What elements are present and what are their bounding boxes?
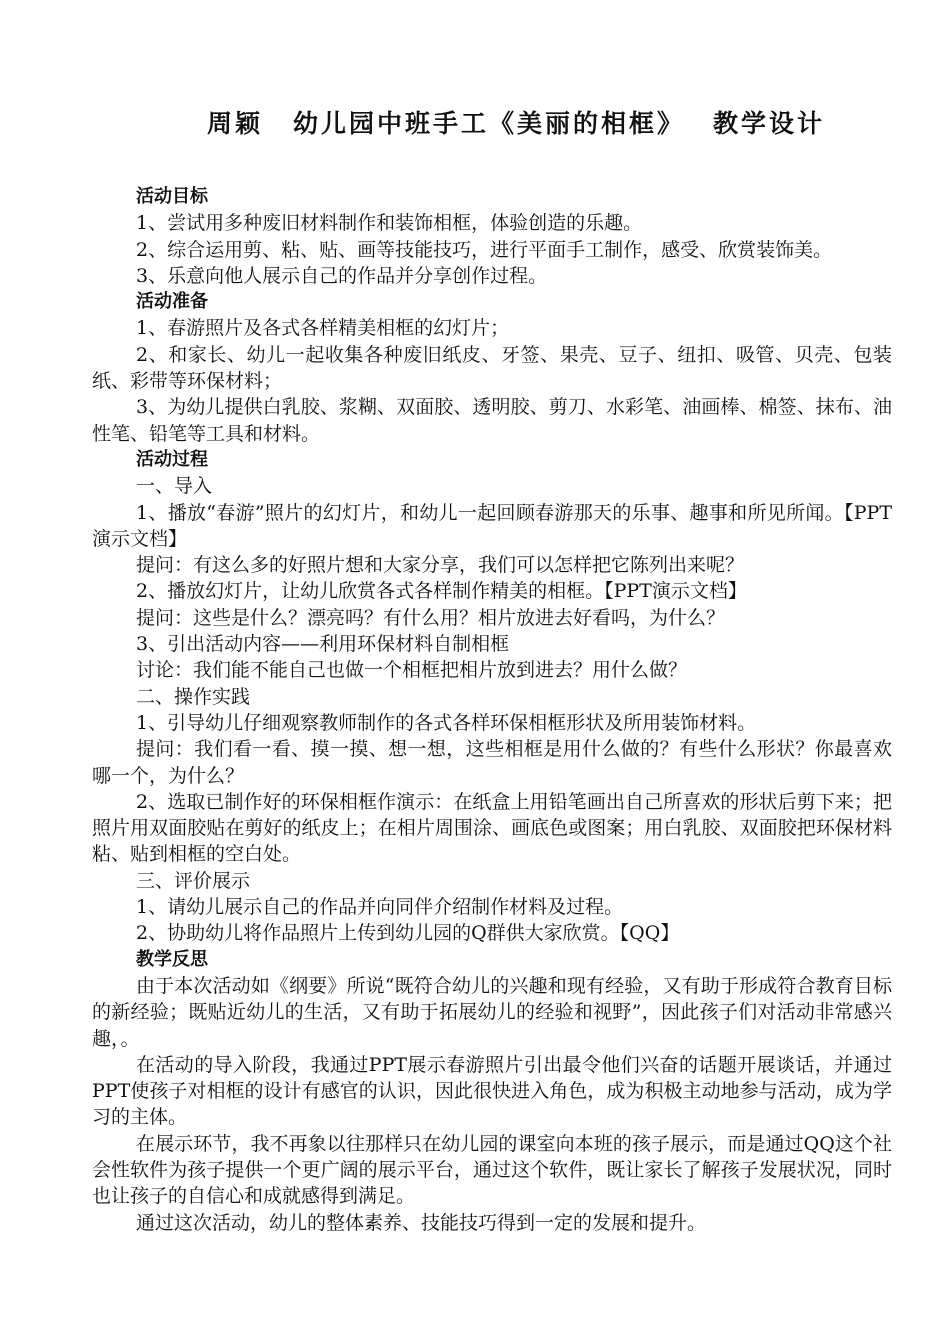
paragraph: 在展示环节，我不再象以往那样只在幼儿园的课室向本班的孩子展示，而是通过QQ这个社会性软件为孩子提供一个更广阔的展示平台，通过这个软件，既让家长了解孩子发展状况，同时也让孩子的自信心和成就感得到满足。 [92,1132,892,1208]
section-heading: 活动目标 [136,186,208,207]
paragraph: 1、播放“春游”照片的幻灯片，和幼儿一起回顾春游那天的乐事、趣事和所见所闻。【PPT演示文档】 [92,501,892,550]
paragraph: 2、协助幼儿将作品照片上传到幼儿园的Q群供大家欣赏。【QQ】 [136,922,680,945]
paragraph: 在活动的导入阶段，我通过PPT展示春游照片引出最令他们兴奋的话题开展谈话，并通过PPT使孩子对相框的设计有感官的认识，因此很快进入角色，成为积极主动地参与活动，成为学习的主体。 [92,1053,892,1129]
section-heading: 活动准备 [136,291,208,313]
paragraph: 提问：我们看一看、摸一摸、想一想，这些相框是用什么做的？有些什么形状？你最喜欢哪一个，为什么？ [92,738,892,787]
paragraph: 2、和家长、幼儿一起收集各种废旧纸皮、牙签、果壳、豆子、纽扣、吸管、贝壳、包装纸、彩带等环保材料； [92,343,892,393]
document-page [92,104,892,1236]
paragraph: 2、选取已制作好的环保相框作演示：在纸盒上用铅笔画出自己所喜欢的形状后剪下来；把照片用双面胶贴在剪好的纸皮上；在相片周围涂、画底色或图案；用白乳胶、双面胶把环保材料粘、贴到相框的空白处。 [92,790,892,866]
paragraph: 1、春游照片及各式各样精美相框的幻灯片； [136,317,510,340]
document-body [92,184,892,1236]
paragraph: 二、操作实践 [136,685,251,708]
title-main: 幼儿园中班手工《美丽的相框》 [293,109,686,138]
paragraph: 提问：有这么多的好照片想和大家分享，我们可以怎样把它陈列出来呢？ [136,554,745,577]
paragraph: 3、乐意向他人展示自己的作品并分享创作过程。 [136,264,548,287]
paragraph: 3、引出活动内容——利用环保材料自制相框 [136,633,510,656]
section-heading: 教学反思 [136,948,208,970]
paragraph: 由于本次活动如《纲要》所说“既符合幼儿的兴趣和现有经验，又有助于形成符合教育目标的新经验；既贴近幼儿的生活，又有助于拓展幼儿的经验和视野”，因此孩子们对活动非常感兴趣，。 [92,974,892,1050]
paragraph: 2、综合运用剪、粘、贴、画等技能技巧，进行平面手工制作，感受、欣赏装饰美。 [136,238,833,261]
paragraph: 讨论：我们能不能自己也做一个相框把相片放到进去？用什么做？ [136,659,688,682]
title-suffix: 教学设计 [713,109,826,138]
paragraph: 三、评价展示 [136,869,251,892]
paragraph: 1、尝试用多种废旧材料制作和装饰相框，体验创造的乐趣。 [136,212,643,235]
paragraph: 提问：这些是什么？漂亮吗？有什么用？相片放进去好看吗，为什么？ [136,606,726,629]
paragraph: 2、播放幻灯片，让幼儿欣赏各式各样制作精美的相框。【PPT演示文档】 [136,580,747,603]
paragraph: 1、请幼儿展示自己的作品并向同伴介绍制作材料及过程。 [136,896,624,919]
paragraph: 通过这次活动，幼儿的整体素养、技能技巧得到一定的发展和提升。 [136,1211,707,1234]
title-author: 周颖 [207,109,264,138]
section-heading: 活动过程 [136,448,208,470]
paragraph: 1、引导幼儿仔细观察教师制作的各式各样环保相框形状及所用装饰材料。 [136,711,757,734]
document-title [207,104,892,144]
paragraph: 一、导入 [136,475,213,498]
paragraph: 3、为幼儿提供白乳胶、浆糊、双面胶、透明胶、剪刀、水彩笔、油画棒、棉签、抹布、油性笔、铅笔等工具和材料。 [92,396,892,445]
